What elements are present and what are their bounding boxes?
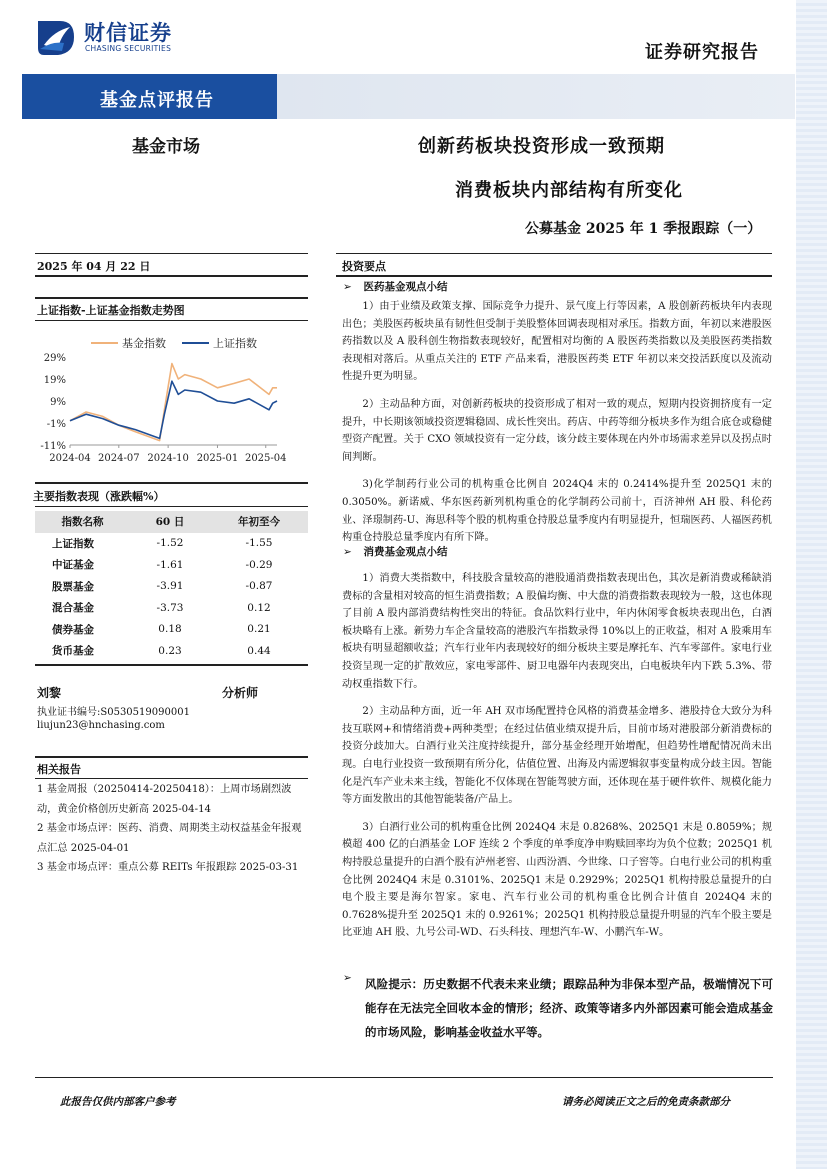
col-header-ytd: 年初至今 <box>238 516 280 529</box>
row-name: 上证指数 <box>52 537 94 550</box>
row-name: 货币基金 <box>52 645 94 658</box>
pharma-paragraph-1: 1）由于业绩及政策支撑、国际竞争力提升、景气度上行等因素，A 股创新药板块年内表现出色；美股医药板块虽有韧性但受制于美股整体回调表现相对承压。指数方面，年初以来港股医药指数以及 A 股科创生物指数表现较好，配置相对均衡的 A 股医药类指数以及美股医药类指数表现相对落后。从重点关注的 ETF 产品来看，港股医药类 ETF 年初以来交投活跃度以及流动性提升更为明显。 <box>342 301 772 383</box>
arrow-bullet-icon: ➢ <box>343 546 352 558</box>
pharma-paragraph-3: 3)化学制药行业公司的机构重仓比例自 2024Q4 末的 0.2414%提升至 2025Q1 末的 0.3050%。新诺威、华东医药新列机构重仓的化学制药公司前十，百济神州 AH 股、科伦药业、泽璟制药-U、海思科等个股的机构重仓持股总量季度内有明显提升，恒瑞医药、人福医药机构重仓持股总量季度内有所下降。 <box>342 479 772 544</box>
x-tick-label: 2024-07 <box>98 453 140 464</box>
logo-english-name: CHASING SECURITIES <box>85 44 172 53</box>
market-label: 基金市场 <box>132 137 200 157</box>
x-tick-label: 2025-04 <box>244 453 287 464</box>
invest-heading: 投资要点 <box>342 260 386 273</box>
row-name: 债券基金 <box>52 623 94 636</box>
band-title: 基金点评报告 <box>100 90 214 111</box>
title-line-1: 创新药板块投资形成一致预期 <box>418 136 665 157</box>
consumer-subheading <box>343 544 447 559</box>
logo-chinese-name: 财信证券 <box>84 21 172 45</box>
row-60d: 0.23 <box>158 644 182 657</box>
row-60d: 0.18 <box>158 623 182 636</box>
related-report-item[interactable]: 1 基金周报（20250414-20250418）：上周市场剧烈波动，黄金价格创历史新高 2025-04-14 <box>37 784 292 815</box>
arrow-bullet-icon: ➢ <box>343 281 352 293</box>
related-heading: 相关报告 <box>37 763 81 776</box>
analyst-cert: 执业证书编号:S0530519090001 <box>37 707 190 718</box>
y-tick-label: -11% <box>40 441 66 452</box>
page-edge-decoration <box>796 0 827 1169</box>
legend-label-fund: 基金指数 <box>122 337 166 350</box>
x-tick-label: 2024-10 <box>147 453 189 464</box>
analyst-role: 分析师 <box>222 686 259 700</box>
pharma-body <box>342 298 772 547</box>
date-rule-bottom <box>35 275 308 277</box>
related-report-item[interactable]: 2 基金市场点评：医药、消费、周期类主动权益基金年报观点汇总 2025-04-01 <box>37 823 302 854</box>
title-line-3: 公募基金 2025 年 1 季报跟踪（一） <box>525 221 762 237</box>
col-header-60d: 60 日 <box>155 516 185 529</box>
risk-text: 风险提示：历史数据不代表未来业绩；跟踪品种为非保本型产品，极端情况下可能存在无法完全回收本金的情形；经济、政策等诸多内外部因素可能会造成基金的市场风险，影响基金收益水平等。 <box>365 977 773 1039</box>
consumer-paragraph-2: 2）主动品种方面，近一年 AH 双市场配置持仓风格的消费基金增多、港股持仓大致分为科技互联网+和情绪消费+两种类型；在经过估值业绩双提升后，目前市场对港股部分新消费标的投资分歧加大。白酒行业关注度持续提升，部分基金经理开始增配，但趋势性增配情况尚未出现。白电行业投资一致预期有所分化，估值位置、出海及内需逻辑叙事变量构成分歧主因。智能化是汽车产业未来主线，智能化不仅体现在智能驾驶方面，还体现在基于硬件软件、规模化能力等方面发散出的其他智能装备/产品上。 <box>342 706 772 806</box>
y-tick-label: 29% <box>43 353 66 364</box>
header-band <box>22 74 795 119</box>
perf-rule-mid <box>35 506 308 507</box>
performance-table-wrap <box>35 511 308 662</box>
y-tick-label: 9% <box>50 397 66 408</box>
footer-left-note: 此报告仅供内部客户参考 <box>60 1096 176 1108</box>
series-line-sse-index <box>70 381 277 438</box>
related-report-item[interactable]: 3 基金市场点评：重点公募 REITs 年报跟踪 2025-03-31 <box>37 862 299 873</box>
row-60d: -1.61 <box>156 558 184 571</box>
company-logo <box>34 15 194 61</box>
table-row <box>35 597 308 619</box>
consumer-body <box>342 570 772 942</box>
chart-legend <box>91 336 257 350</box>
row-ytd: -0.87 <box>245 580 273 593</box>
perf-table-bottom-rule <box>35 664 308 666</box>
performance-heading: 主要指数表现（涨跌幅%） <box>33 490 165 503</box>
row-name: 混合基金 <box>52 602 94 615</box>
col-header-name: 指数名称 <box>61 516 104 529</box>
analyst-email[interactable]: liujun23@hnchasing.com <box>37 720 165 731</box>
logo-mark-icon <box>34 15 78 59</box>
table-row <box>35 554 308 576</box>
table-row <box>35 619 308 641</box>
risk-warning <box>343 972 773 1044</box>
consumer-subheading-label: 消费基金观点小结 <box>363 546 448 558</box>
related-rule-top <box>35 756 308 758</box>
row-60d: -3.91 <box>156 580 184 593</box>
analyst-name: 刘黎 <box>37 686 62 700</box>
y-tick-label: -1% <box>46 419 66 430</box>
trend-rule-top <box>35 297 308 299</box>
table-row <box>35 640 308 662</box>
x-tick-label: 2025-01 <box>196 453 239 464</box>
row-name: 股票基金 <box>52 580 94 593</box>
legend-label-sse: 上证指数 <box>213 337 257 350</box>
row-ytd: 0.44 <box>247 644 271 657</box>
table-header-row <box>35 511 308 533</box>
row-60d: -3.73 <box>156 601 184 614</box>
row-ytd: 0.12 <box>247 601 271 614</box>
table-row <box>35 576 308 598</box>
invest-rule-bottom <box>336 275 772 277</box>
title-line-2: 消费板块内部结构有所变化 <box>455 180 683 201</box>
row-name: 中证基金 <box>52 559 94 572</box>
invest-rule-top <box>336 253 772 254</box>
related-reports-list <box>37 780 305 878</box>
y-tick-label: 19% <box>43 375 66 386</box>
report-date: 2025 年 04 月 22 日 <box>37 260 151 273</box>
row-ytd: -0.29 <box>245 558 273 571</box>
pharma-paragraph-2: 2）主动品种方面，对创新药板块的投资形成了相对一致的观点，短期内投资拥挤度有一定提升，中长期该领域投资逻辑稳固、成长性突出。药店、中药等细分板块多作为组合底仓或稳健型资产配置。关于 CXO 领域投资有一定分歧，该分歧主要体现在内外市场需求差异以及拐点时间判断。 <box>342 398 772 463</box>
row-ytd: 0.21 <box>247 623 271 636</box>
x-tick-label: 2024-04 <box>49 453 91 464</box>
footer-disclaimer-note[interactable]: 请务必阅读正文之后的免责条款部分 <box>562 1096 730 1108</box>
trend-line-chart <box>30 327 300 469</box>
table-row <box>35 533 308 555</box>
date-rule-top <box>35 253 308 254</box>
related-rule-bottom <box>35 778 308 779</box>
pharma-subheading-label: 医药基金观点小结 <box>363 281 448 293</box>
report-kind: 证券研究报告 <box>645 42 759 63</box>
trend-rule-bottom <box>35 320 308 321</box>
pharma-subheading <box>343 279 447 294</box>
consumer-paragraph-3: 3）白酒行业公司的机构重仓比例 2024Q4 末是 0.8268%、2025Q1 末是 0.8059%；规模超 400 亿的白酒基金 LOF 连续 2 个季度的单季度净申购赎回率均为负个位数；2025Q1 机构持股总量提升的白酒个股有泸州老窖、山西汾酒、今世缘、口子窖等。白电行业公司的机构重仓比例 2024Q4 末是 0.3101%、2025Q1 末是 0.2929%；2025Q1 机构持股总量提升的白电个股主要是海尔智家。家电、汽车行业公司的机构重仓比例合计值自 2024Q4 末的 0.7628%提升至 2025Q1 末的 0.9261%；2025Q1 机构持股总量提升明显的汽车个股主要是比亚迪 AH 股、九号公司-WD、石头科技、理想汽车-W、小鹏汽车-W。 <box>342 821 772 939</box>
trend-heading: 上证指数-上证基金指数走势图 <box>37 304 185 317</box>
footer-rule <box>35 1077 773 1078</box>
row-ytd: -1.55 <box>245 537 273 550</box>
arrow-bullet-icon: ➢ <box>343 972 352 984</box>
perf-rule-top <box>35 482 308 484</box>
row-60d: -1.52 <box>156 537 184 550</box>
performance-table <box>35 511 308 662</box>
consumer-paragraph-1: 1）消费大类指数中，科技股含量较高的港股通消费指数表现出色，其次是新消费或稀缺消费标的含量相对较高的恒生消费指数；A 股偏均衡、中大盘的消费指数表现较为一般，这也体现了目前 A 股内部消费结构性突出的特征。食品饮料行业中，年内休闲零食板块表现出色，白酒板块略有上涨。新势力车企含量较高的港股汽车指数录得 10%以上的正收益，相对 A 股乘用车板块有明显超额收益；汽车行业年内表现较好的细分板块主要是摩托车、汽车零部件。家电行业投资呈现一定的扩散效应，家电零部件、厨卫电器年内表现突出，白电板块年内下跌 5.3%、带动权重指数下行。 <box>342 573 772 690</box>
series-line-fund-index <box>70 364 277 441</box>
